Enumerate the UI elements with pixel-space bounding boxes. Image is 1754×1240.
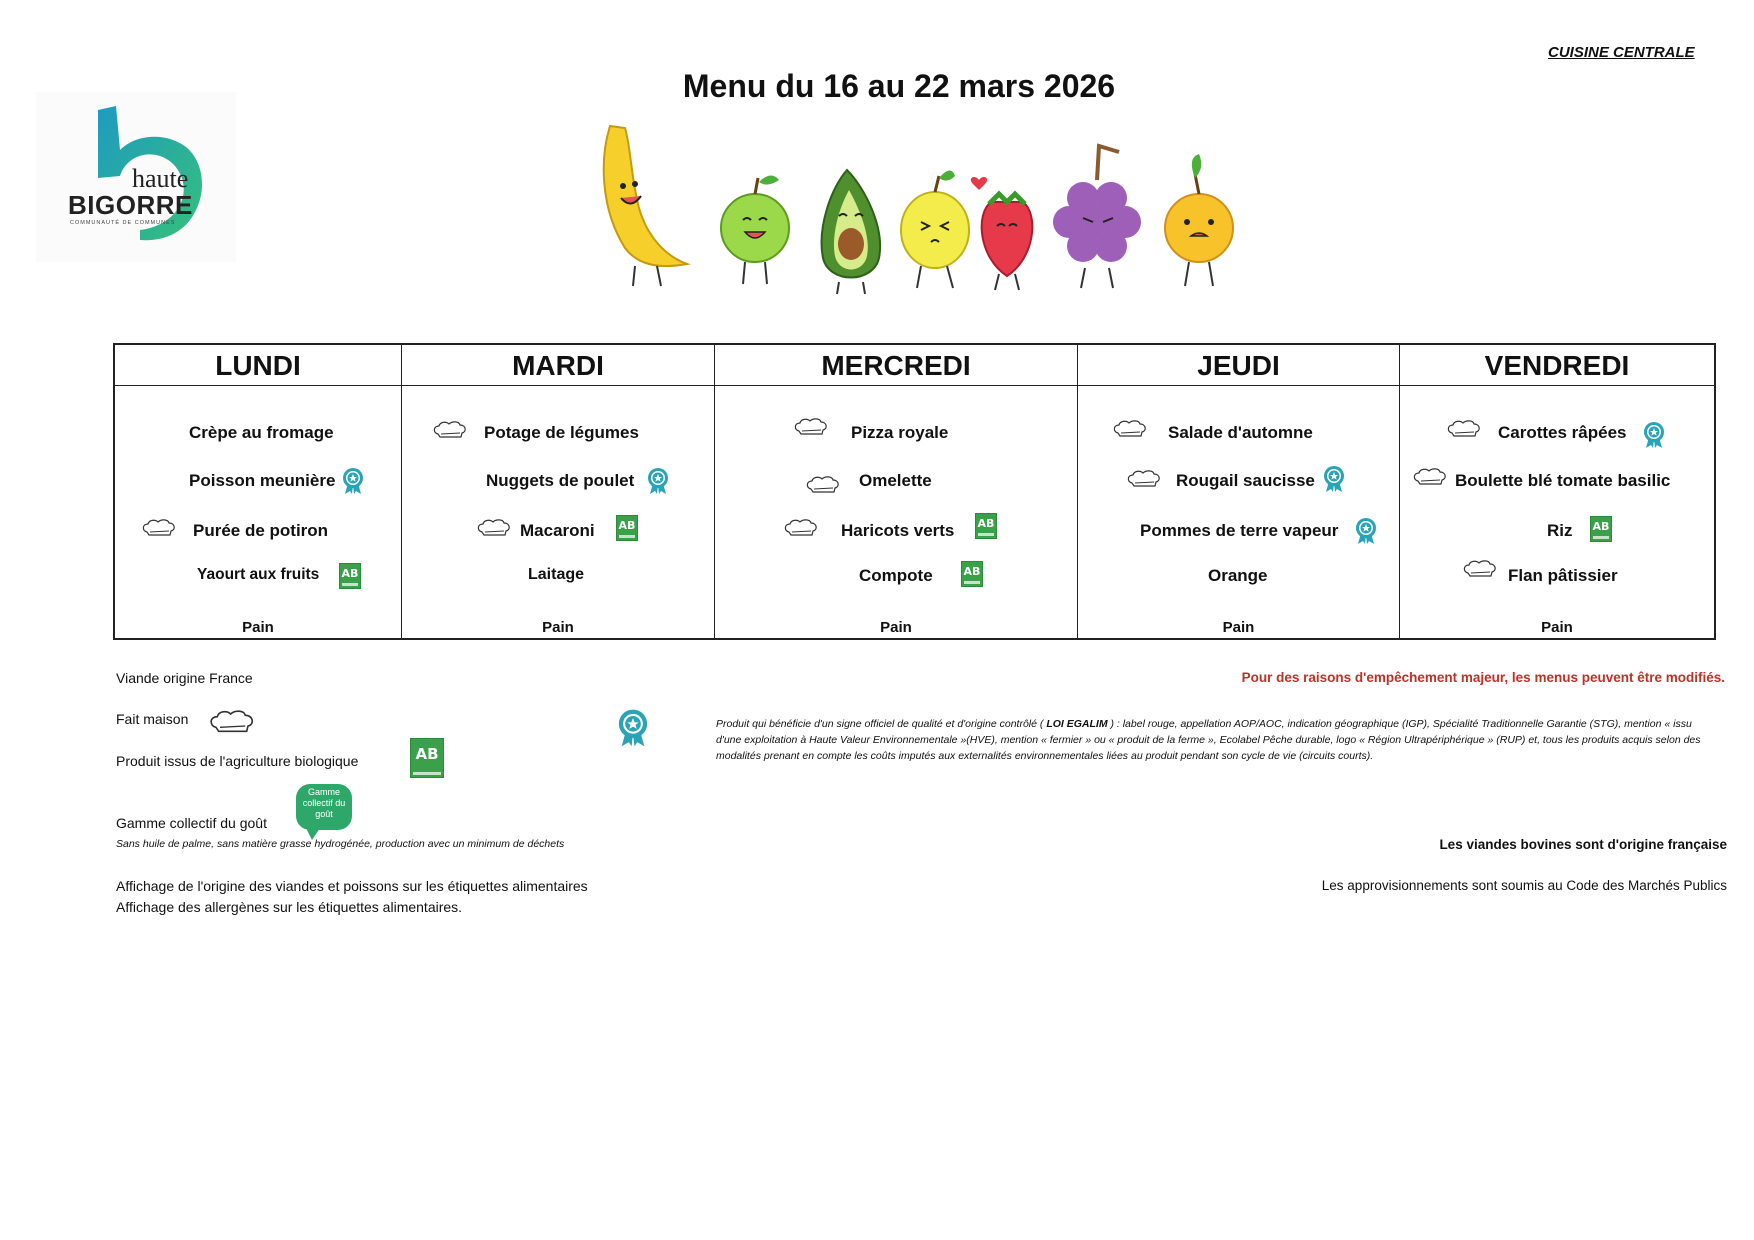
medal-icon bbox=[1642, 421, 1666, 449]
medal-icon bbox=[616, 708, 650, 748]
legend-gamme: Gamme collectif du goût bbox=[116, 815, 267, 831]
dish-item: Nuggets de poulet bbox=[486, 471, 635, 490]
toque-icon bbox=[793, 417, 829, 437]
ab-icon: AB bbox=[410, 738, 444, 778]
egalim-text-pre: Produit qui bénéficie d'un signe officiel de qualité et d'origine contrôlé ( bbox=[716, 718, 1047, 730]
dish-item: Salade d'automne bbox=[1168, 423, 1313, 442]
day-header: LUNDI bbox=[115, 345, 401, 386]
dish-item: Potage de légumes bbox=[484, 423, 639, 442]
strawberry-icon bbox=[971, 177, 1033, 290]
day-column-mercredi bbox=[715, 345, 1078, 638]
fruits-illustration bbox=[595, 118, 1255, 296]
dish-item: Carottes râpées bbox=[1498, 423, 1627, 442]
dish-item: Boulette blé tomate basilic bbox=[1455, 471, 1671, 490]
bread-label: Pain bbox=[880, 619, 912, 636]
gamme-badge: Gamme collectif du goût bbox=[296, 784, 352, 830]
dish-item: Pommes de terre vapeur bbox=[1140, 521, 1339, 540]
logo-line2: BIGORRE bbox=[68, 190, 193, 220]
toque-icon bbox=[432, 420, 468, 440]
modification-notice: Pour des raisons d'empêchement majeur, les menus peuvent être modifiés. bbox=[1241, 670, 1725, 685]
toque-icon bbox=[1412, 467, 1448, 487]
dish-item: Yaourt aux fruits bbox=[197, 566, 320, 583]
lemon-icon bbox=[901, 170, 969, 288]
grapes-icon bbox=[1053, 146, 1141, 288]
toque-icon bbox=[783, 518, 819, 538]
bread-label: Pain bbox=[1541, 619, 1573, 636]
dish-item: Omelette bbox=[859, 471, 932, 490]
medal-icon bbox=[646, 467, 670, 495]
egalim-notice bbox=[716, 716, 1712, 764]
toque-icon bbox=[1112, 419, 1148, 439]
toque-icon bbox=[1462, 559, 1498, 579]
day-column-mardi bbox=[402, 345, 715, 638]
day-column-jeudi bbox=[1078, 345, 1400, 638]
dish-item: Pizza royale bbox=[851, 423, 949, 442]
menu-table bbox=[113, 343, 1716, 640]
day-header: VENDREDI bbox=[1400, 345, 1714, 386]
logo-line3: COMMUNAUTÉ DE COMMUNES bbox=[70, 220, 176, 226]
egalim-text-post: ) : label rouge, appellation AOP/AOC, indication géographique (IGP), Spécialité Traditionnelle Garantie (STG), mention « issu d'une exploitation à Haute Valeur Environnementale »(HVE), mention « fermier » ou « produit de la ferme », Ecolabel Pêche durable, logo « Région Ultrapériphérique » (RUP) et, tous les produits acquis selon des modalités prenant en compte les coûts imputés aux externalités environnementales liées au produit pendant son cycle de vie (circuits courts). bbox=[716, 718, 1701, 762]
toque-icon bbox=[476, 518, 512, 538]
bovine-notice: Les viandes bovines sont d'origine française bbox=[1439, 837, 1727, 852]
dish-item: Flan pâtissier bbox=[1508, 566, 1618, 585]
legend-affichage-origine: Affichage de l'origine des viandes et poissons sur les étiquettes alimentaires bbox=[116, 878, 588, 894]
ab-icon: AB bbox=[339, 563, 361, 589]
dish-item: Haricots verts bbox=[841, 521, 955, 540]
bread-label: Pain bbox=[242, 619, 274, 636]
medal-icon bbox=[1322, 465, 1346, 493]
apple-icon bbox=[721, 175, 789, 284]
ab-icon: AB bbox=[616, 515, 638, 541]
dish-item: Rougail saucisse bbox=[1176, 471, 1315, 490]
logo-line1: haute bbox=[132, 164, 189, 193]
egalim-text-bold: LOI EGALIM bbox=[1046, 718, 1108, 730]
ab-icon: AB bbox=[1590, 516, 1612, 542]
orange-icon bbox=[1165, 154, 1233, 286]
medal-icon bbox=[1354, 517, 1378, 545]
dish-item: Macaroni bbox=[520, 521, 595, 540]
legend-gamme-note: Sans huile de palme, sans matière grasse hydrogénée, production avec un minimum de déchets bbox=[116, 838, 565, 850]
dish-item: Poisson meunière bbox=[189, 471, 336, 490]
day-column-lundi bbox=[115, 345, 402, 638]
avocado-icon bbox=[822, 170, 881, 294]
ab-icon: AB bbox=[961, 561, 983, 587]
legend-bio: Produit issus de l'agriculture biologique bbox=[116, 753, 359, 769]
dish-item: Orange bbox=[1208, 566, 1268, 585]
toque-icon bbox=[141, 518, 177, 538]
dish-item: Laitage bbox=[528, 566, 585, 583]
dish-item: Purée de potiron bbox=[193, 521, 329, 540]
toque-icon bbox=[805, 475, 841, 495]
legend-fait-maison: Fait maison bbox=[116, 711, 189, 727]
day-header: JEUDI bbox=[1078, 345, 1399, 386]
marches-notice: Les approvisionnements sont soumis au Code des Marchés Publics bbox=[1321, 878, 1727, 893]
legend-affichage-allergenes: Affichage des allergènes sur les étiquettes alimentaires. bbox=[116, 899, 463, 915]
day-header: MERCREDI bbox=[715, 345, 1077, 386]
toque-icon bbox=[208, 708, 256, 736]
page-title: Menu du 16 au 22 mars 2026 bbox=[682, 68, 1116, 104]
toque-icon bbox=[1446, 419, 1482, 439]
dish-item: Compote bbox=[859, 566, 933, 585]
bread-label: Pain bbox=[542, 619, 574, 636]
medal-icon bbox=[341, 467, 365, 495]
banana-icon bbox=[604, 126, 687, 286]
dish-item: Riz bbox=[1547, 521, 1573, 540]
legend-viande: Viande origine France bbox=[116, 670, 253, 686]
ab-icon: AB bbox=[975, 513, 997, 539]
haute-bigorre-logo bbox=[36, 92, 236, 262]
toque-icon bbox=[1126, 469, 1162, 489]
kitchen-label: CUISINE CENTRALE bbox=[1548, 44, 1695, 61]
bread-label: Pain bbox=[1222, 619, 1255, 636]
day-column-vendredi bbox=[1400, 345, 1714, 638]
dish-item: Crèpe au fromage bbox=[189, 423, 334, 442]
day-header: MARDI bbox=[402, 345, 714, 386]
